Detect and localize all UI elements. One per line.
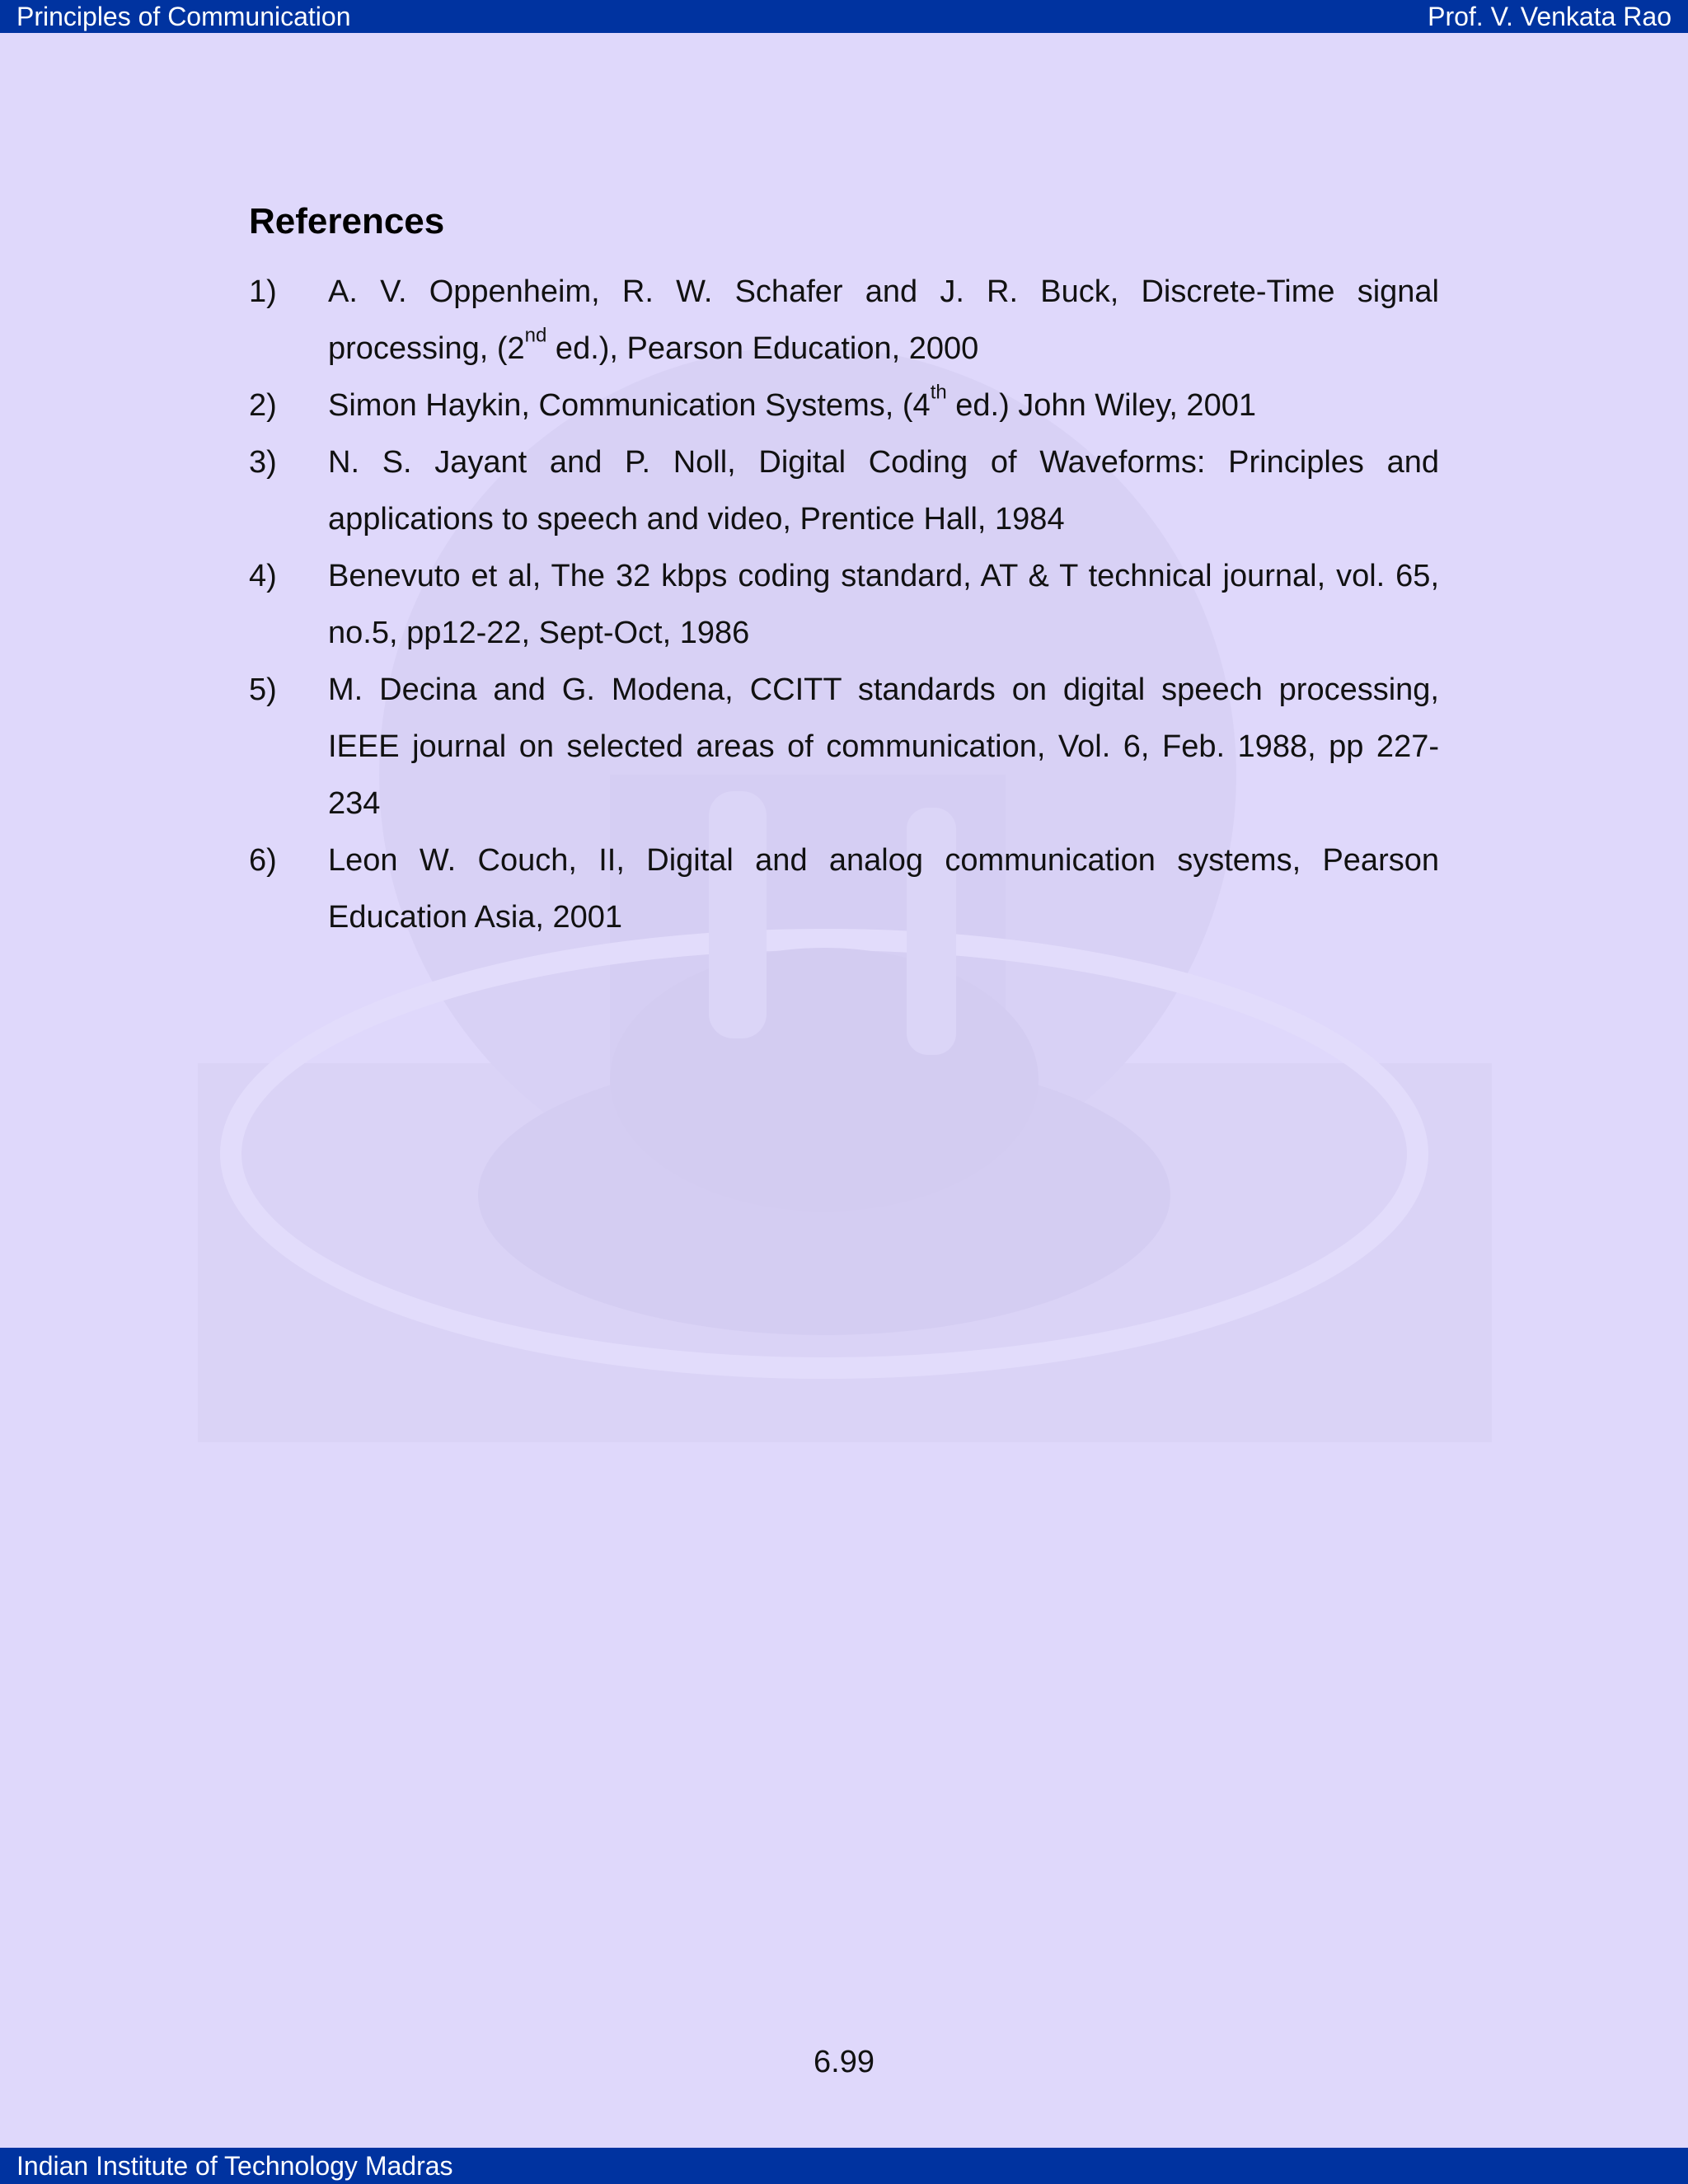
reference-number: 5) [249, 673, 277, 707]
footer-bar [0, 2148, 1688, 2184]
reference-citation: Leon W. Couch, II, Digital and analog communication systems, Pearson Education Asia, 2001 [328, 843, 1439, 935]
header-bar [0, 0, 1688, 33]
reference-citation: Benevuto et al, The 32 kbps coding standard, AT & T technical journal, vol. 65, no.5, pp12-22, Sept-Oct, 1986 [328, 559, 1439, 650]
reference-number: 2) [249, 388, 277, 423]
reference-text [328, 832, 1439, 946]
reference-text [328, 434, 1439, 548]
reference-item [249, 434, 1439, 548]
reference-number: 3) [249, 445, 277, 480]
reference-number: 4) [249, 559, 277, 593]
edition-superscript: th [930, 381, 947, 404]
reference-item [249, 832, 1439, 946]
references-heading: References [249, 201, 445, 241]
reference-item [249, 264, 1439, 377]
course-title: Principles of Communication [16, 1, 351, 31]
reference-number: 1) [249, 274, 277, 309]
reference-citation: A. V. Oppenheim, R. W. Schafer and J. R. Buck, Discrete-Time signal processing, (2 [328, 274, 1439, 366]
reference-text [328, 264, 1439, 377]
references-section [249, 196, 1439, 946]
reference-item [249, 548, 1439, 662]
reference-text [328, 662, 1439, 832]
reference-number: 6) [249, 843, 277, 878]
references-list [249, 264, 1439, 946]
reference-citation-continued: ed.), Pearson Education, 2000 [546, 331, 979, 366]
reference-citation-continued: ed.) John Wiley, 2001 [946, 388, 1256, 423]
reference-citation: N. S. Jayant and P. Noll, Digital Coding of Waveforms: Principles and applications to speech and video, Prentice Hall, 1984 [328, 445, 1439, 537]
reference-citation: M. Decina and G. Modena, CCITT standards on digital speech processing, IEEE journal on selected areas of communication, Vol. 6, Feb. 1988, pp 227-234 [328, 673, 1439, 821]
author-name: Prof. V. Venkata Rao [1428, 1, 1672, 31]
reference-text [328, 377, 1439, 434]
page-number: 6.99 [814, 2045, 874, 2079]
reference-text [328, 548, 1439, 662]
edition-superscript: nd [524, 324, 547, 347]
reference-item [249, 377, 1439, 434]
reference-item [249, 662, 1439, 832]
reference-citation: Simon Haykin, Communication Systems, (4 [328, 388, 931, 423]
institution-name: Indian Institute of Technology Madras [16, 2150, 453, 2181]
